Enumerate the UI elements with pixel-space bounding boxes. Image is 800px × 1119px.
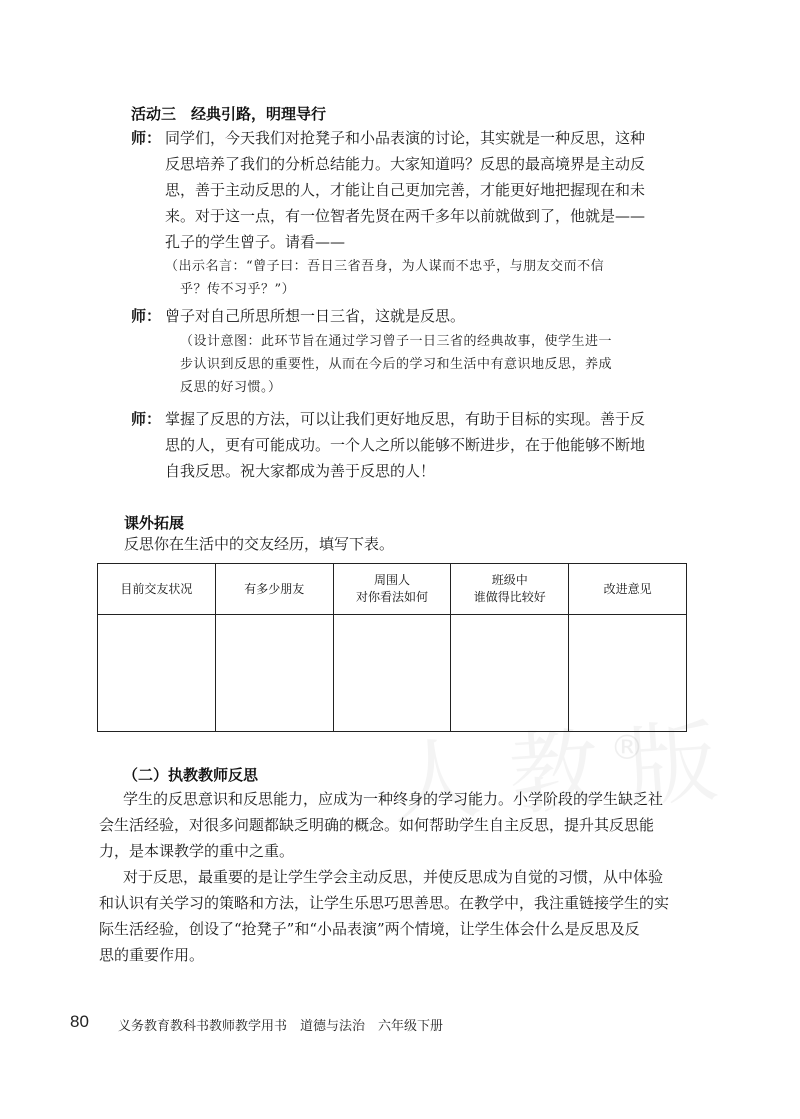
table-header [98, 564, 216, 615]
page-number: 80 [70, 1012, 89, 1031]
table-header-label: 目前交友状况 [120, 581, 193, 596]
table-header-row [98, 564, 687, 615]
friendship-table [97, 563, 687, 732]
activity3-p3-line: 自我反思。祝大家都成为善于反思的人！ [165, 462, 436, 480]
reflection-p2-line: 对于反思，最重要的是让学生学会主动反思，并使反思成为自觉的习惯，从中体验 [123, 868, 664, 886]
table-row [98, 615, 687, 732]
extension-instruction: 反思你在生活中的交友经历，填写下表。 [124, 535, 395, 553]
quote-line: 乎？传不习乎？”） [180, 282, 296, 297]
quote-line: （出示名言：“曾子曰：吾日三省吾身，为人谋而不忠乎，与朋友交而不信 [165, 259, 605, 274]
reflection-p1-line: 学生的反思意识和反思能力，应成为一种终身的学习能力。小学阶段的学生缺乏社 [123, 790, 664, 808]
activity3-p1-line: 孔子的学生曾子。请看—— [165, 233, 346, 251]
table-cell-blank [98, 615, 216, 732]
design-note-line: 步认识到反思的重要性，从而在今后的学习和生活中有意识地反思，养成 [180, 357, 613, 372]
design-note-line: 反思的好习惯。） [180, 380, 282, 395]
table-header-label: 有多少朋友 [244, 581, 305, 596]
table-header [333, 564, 451, 615]
table-header-label: 改进意见 [603, 581, 652, 596]
reflection-p1-line: 会生活经验，对很多问题都缺乏明确的概念。如何帮助学生自主反思，提升其反思能 [99, 816, 655, 834]
activity3-p1-line: 思，善于主动反思的人，才能让自己更加完善，才能更好地把握现在和未 [165, 181, 646, 199]
reflection-p2-line: 际生活经验，创设了“抢凳子”和“小品表演”两个情境，让学生体会什么是反思及反 [99, 920, 640, 938]
activity3-p2: 曾子对自己所思所想一日三省，这就是反思。 [165, 307, 466, 325]
table-header [451, 564, 569, 615]
table-header-label: 班级中 [491, 573, 528, 587]
teacher-label: 师： [131, 307, 162, 325]
table-cell-blank [451, 615, 569, 732]
book-title: 义务教育教科书教师教学用书 道德与法治 六年级下册 [118, 1019, 444, 1034]
activity3-heading: 活动三 经典引路，明理导行 [131, 105, 327, 123]
table-header-label: 对你看法如何 [355, 590, 428, 604]
teacher-label: 师： [131, 129, 162, 147]
extension-heading: 课外拓展 [124, 514, 185, 532]
teacher-label: 师： [131, 410, 162, 428]
activity3-p1-line: 来。对于这一点，有一位智者先贤在两千多年以前就做到了，他就是—— [165, 207, 646, 225]
activity3-p3-line: 思的人，更有可能成功。一个人之所以能够不断进步，在于他能够不断地 [165, 436, 646, 454]
reflection-p1-line: 力，是本课教学的重中之重。 [99, 842, 295, 860]
table-header [215, 564, 333, 615]
table-header-label: 周围人 [373, 573, 410, 587]
activity3-p3-line: 掌握了反思的方法，可以让我们更好地反思，有助于目标的实现。善于反 [165, 410, 646, 428]
design-note-line: （设计意图：此环节旨在通过学习曾子一日三省的经典故事，使学生进一 [180, 334, 613, 349]
table-header [569, 564, 687, 615]
table-cell-blank [569, 615, 687, 732]
reflection-p2-line: 思的重要作用。 [99, 946, 205, 964]
reflection-p2-line: 和认识有关学习的策略和方法，让学生乐思巧思善思。在教学中，我注重链接学生的实 [99, 894, 670, 912]
registered-mark-icon: ® [610, 728, 644, 768]
table-cell-blank [333, 615, 451, 732]
reflection-heading: （二）执教教师反思 [123, 766, 259, 784]
table-header-label: 谁做得比较好 [473, 590, 546, 604]
activity3-p1-line: 同学们，今天我们对抢凳子和小品表演的讨论，其实就是一种反思，这种 [165, 129, 646, 147]
activity3-p1-line: 反思培养了我们的分析总结能力。大家知道吗？反思的最高境界是主动反 [165, 155, 646, 173]
table-cell-blank [215, 615, 333, 732]
